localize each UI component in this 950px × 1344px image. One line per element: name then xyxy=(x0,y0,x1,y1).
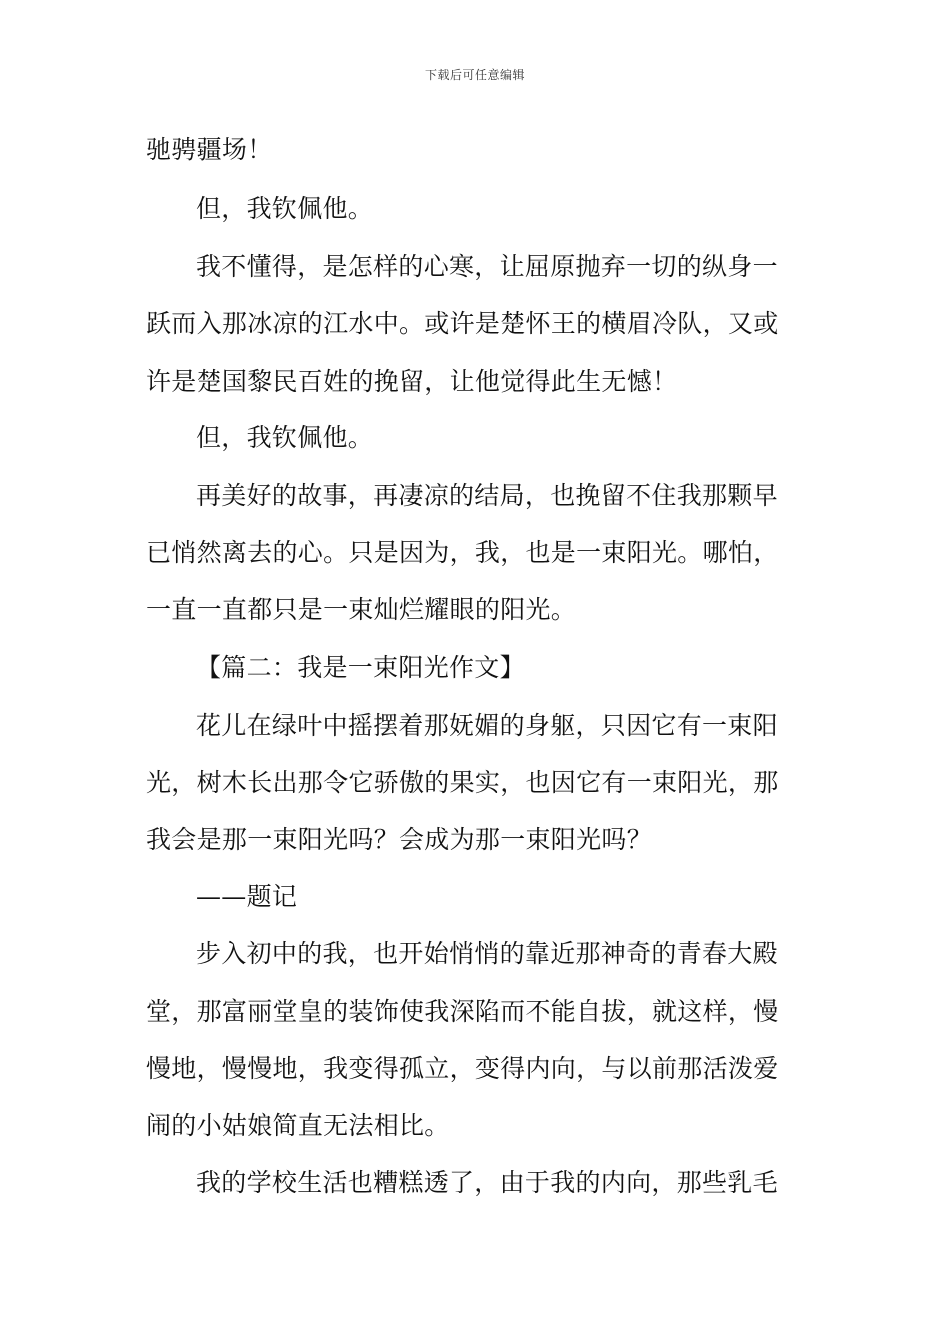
section-heading: 【篇二：我是一束阳光作文】 xyxy=(196,653,525,682)
text-line: 光，树木长出那令它骄傲的果实，也因它有一束阳光，那 xyxy=(146,768,779,797)
text-line: 我会是那一束阳光吗？会成为那一束阳光吗？ xyxy=(146,825,653,854)
text-line: 驰骋疆场！ xyxy=(146,135,273,164)
epigraph-attribution: ——题记 xyxy=(196,882,298,911)
text-line: 跃而入那冰凉的江水中。或许是楚怀王的横眉冷队，又或 xyxy=(146,309,779,338)
text-line: 闹的小姑娘简直无法相比。 xyxy=(146,1111,450,1140)
text-line: 堂，那富丽堂皇的装饰使我深陷而不能自拔，就这样，慢 xyxy=(146,997,779,1026)
text-line: 慢地，慢慢地，我变得孤立，变得内向，与以前那活泼爱 xyxy=(146,1054,779,1083)
text-line: 花儿在绿叶中摇摆着那妩媚的身躯，只因它有一束阳 xyxy=(196,711,778,740)
text-line: 但，我钦佩他。 xyxy=(196,194,374,223)
text-line: 我的学校生活也糟糕透了，由于我的内向，那些乳毛 xyxy=(196,1168,778,1197)
text-line: 许是楚国黎民百姓的挽留，让他觉得此生无憾！ xyxy=(146,367,678,396)
page-header: 下载后可任意编辑 xyxy=(424,68,525,82)
text-line: 我不懂得，是怎样的心寒，让屈原抛弃一切的纵身一 xyxy=(196,252,778,281)
text-line: 已悄然离去的心。只是因为，我，也是一束阳光。哪怕， xyxy=(146,538,779,567)
text-line: 一直一直都只是一束灿烂耀眼的阳光。 xyxy=(146,595,577,624)
text-line: 步入初中的我，也开始悄悄的靠近那神奇的青春大殿 xyxy=(196,939,778,968)
text-line: 再美好的故事，再凄凉的结局，也挽留不住我那颗早 xyxy=(196,481,778,510)
text-line: 但，我钦佩他。 xyxy=(196,423,374,452)
